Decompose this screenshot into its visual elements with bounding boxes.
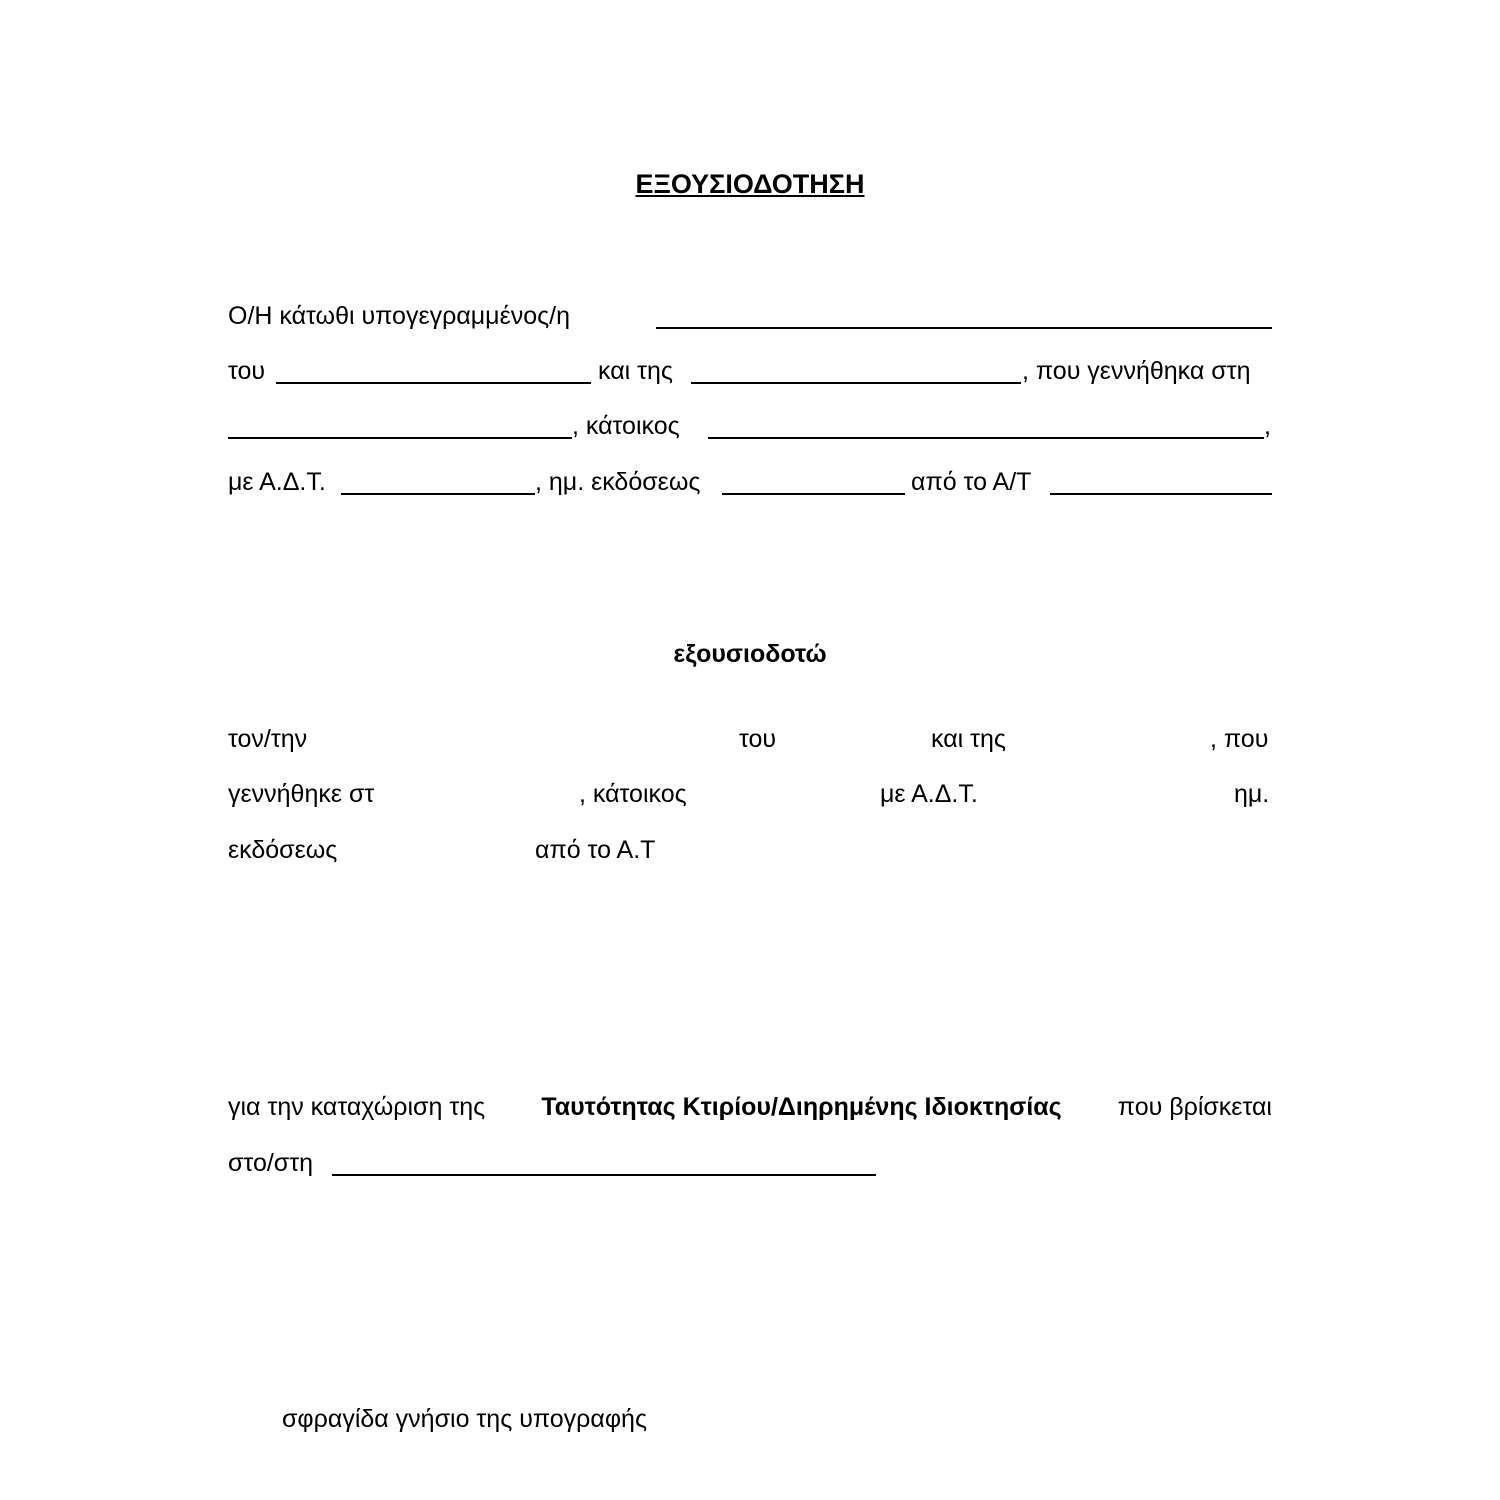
principal-residence-field[interactable] [708, 437, 1264, 439]
principal-birthplace-label: , που γεννήθηκα στη [1022, 357, 1251, 385]
agent-id-label: με Α.Δ.Τ. [880, 780, 978, 808]
principal-father-label: του [228, 357, 266, 385]
purpose-line [228, 1092, 1272, 1122]
purpose-suffix: που βρίσκεται [1110, 1093, 1272, 1121]
principal-mother-label: και της [598, 357, 673, 385]
purpose-prefix: για την καταχώριση της [228, 1093, 493, 1121]
agent-name-label: τον/την [228, 725, 308, 753]
agent-mother-label: και της [931, 725, 1006, 753]
principal-id-label: με Α.Δ.Τ. [228, 468, 326, 496]
location-label: στο/στη [228, 1149, 314, 1177]
principal-mother-field[interactable] [691, 382, 1021, 384]
principal-name-label: Ο/Η κάτωθι υπογεγραμμένος/η [228, 302, 571, 330]
purpose-bold-text: Ταυτότητας Κτιρίου/Διηρημένης Ιδιοκτησίας [541, 1093, 1062, 1121]
agent-authority-label: από το Α.Τ [535, 836, 656, 864]
agent-pou-label: , που [1210, 725, 1269, 753]
principal-residence-comma: , [1264, 412, 1271, 440]
agent-father-label: του [739, 725, 777, 753]
agent-residence-label: , κάτοικος [579, 780, 687, 808]
grant-heading: εξουσιοδοτώ [673, 640, 827, 668]
principal-authority-field[interactable] [1050, 493, 1272, 495]
signature-note: σφραγίδα γνήσιο της υπογραφής [282, 1405, 648, 1433]
principal-authority-label: από το Α/Τ [911, 468, 1032, 496]
document-title: ΕΞΟΥΣΙΟΔΟΤΗΣΗ [635, 169, 865, 199]
principal-issue-date-field[interactable] [722, 493, 905, 495]
location-field[interactable] [332, 1174, 876, 1176]
principal-id-field[interactable] [341, 493, 535, 495]
principal-residence-label: , κάτοικος [572, 412, 680, 440]
agent-issue-date-label: ημ. [1234, 780, 1270, 808]
agent-birthplace-label: γεννήθηκε στ [228, 780, 375, 808]
principal-name-field[interactable] [656, 327, 1272, 329]
principal-father-field[interactable] [276, 382, 591, 384]
agent-issue-label: εκδόσεως [228, 836, 338, 864]
principal-birthplace-field[interactable] [228, 437, 572, 439]
principal-issue-date-label: , ημ. εκδόσεως [535, 468, 701, 496]
